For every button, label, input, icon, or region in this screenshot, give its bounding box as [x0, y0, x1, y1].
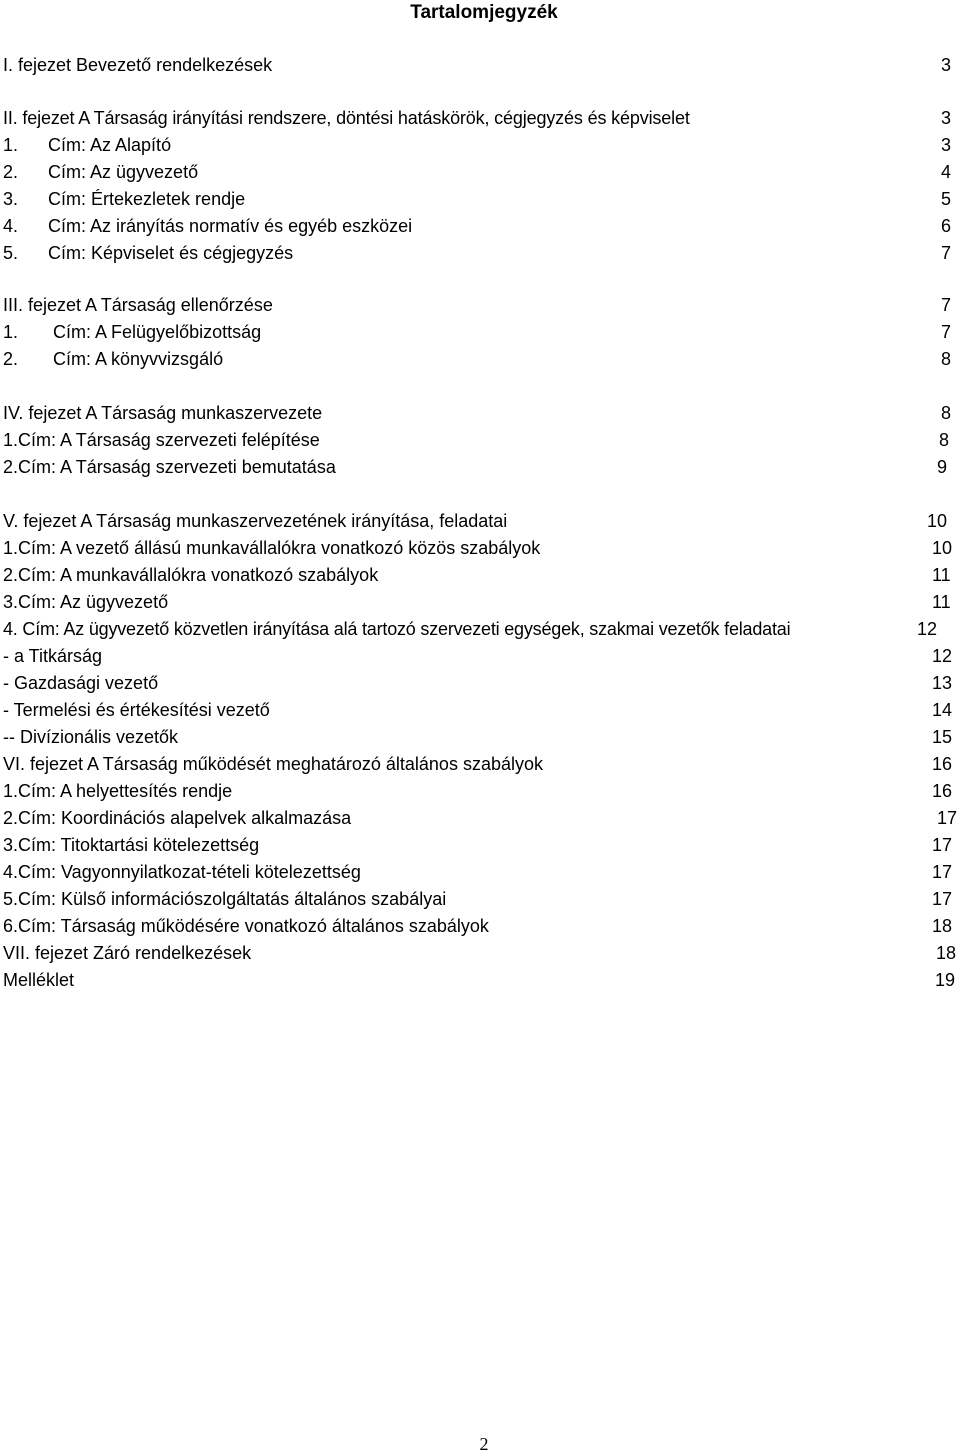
toc-entry-page: 15: [932, 727, 953, 747]
toc-entry-page: 11: [932, 565, 951, 585]
toc-entry-page: 12: [917, 619, 938, 639]
toc-entry-label: 1. Cím: A Felügyelőbizottság: [3, 322, 262, 342]
toc-entry-page: 17: [937, 808, 958, 828]
toc-entry-page: 8: [939, 430, 950, 450]
toc-entry-section[interactable]: [3, 535, 953, 561]
toc-entry-page: 3: [941, 55, 952, 75]
toc-entry-section[interactable]: [3, 427, 953, 453]
toc-entry-label: I. fejezet Bevezető rendelkezések: [3, 55, 273, 75]
page-number: 2: [479, 1434, 489, 1454]
toc-entry-subsection[interactable]: [3, 697, 953, 723]
toc-entry-page: 13: [932, 673, 953, 693]
toc-entry-label: 3.Cím: Az ügyvezető: [3, 592, 169, 612]
toc-entry-label: 3.Cím: Titoktartási kötelezettség: [3, 835, 260, 855]
toc-entry-page: 17: [932, 835, 953, 855]
toc-entry-chapter-2[interactable]: [3, 105, 953, 131]
toc-entry-page: 7: [941, 295, 952, 315]
toc-entry-label: IV. fejezet A Társaság munkaszervezete: [3, 403, 323, 423]
toc-entry-label: 4.Cím: Vagyonnyilatkozat-tételi kötelezettség: [3, 862, 361, 882]
toc-entry-label: 5.Cím: Külső információszolgáltatás általános szabályai: [3, 889, 447, 909]
toc-entry-label: 4. Cím: Az irányítás normatív és egyéb eszközei: [3, 216, 413, 236]
toc-entry-chapter-3[interactable]: [3, 292, 953, 318]
toc-entry-page: 17: [932, 889, 953, 909]
toc-entry-page: 16: [932, 781, 953, 801]
toc-entry-label: 1. Cím: Az Alapító: [3, 135, 172, 155]
toc-entry-label: 2.Cím: Koordinációs alapelvek alkalmazása: [3, 808, 352, 828]
toc-entry-page: 18: [932, 916, 953, 936]
toc-entry-section[interactable]: [3, 319, 953, 345]
toc-entry-page: 5: [941, 189, 952, 209]
toc-entry-section[interactable]: [3, 454, 953, 480]
toc-entry-section[interactable]: [3, 832, 953, 858]
toc-entry-chapter-1[interactable]: [3, 52, 953, 78]
toc-entry-page: 3: [941, 135, 952, 155]
toc-entry-chapter-5[interactable]: [3, 508, 953, 534]
toc-entry-page: 18: [936, 943, 957, 963]
toc-entry-label: VII. fejezet Záró rendelkezések: [3, 943, 252, 963]
toc-entry-page: 19: [935, 970, 956, 990]
toc-entry-page: 16: [932, 754, 953, 774]
toc-entry-label: - a Titkárság: [3, 646, 103, 666]
toc-entry-section[interactable]: [3, 859, 953, 885]
toc-entry-label: -- Divízionális vezetők: [3, 727, 179, 747]
toc-entry-section[interactable]: [3, 778, 953, 804]
toc-entry-label: - Gazdasági vezető: [3, 673, 159, 693]
toc-entry-section[interactable]: [3, 616, 953, 642]
toc-entry-subsection[interactable]: [3, 724, 953, 750]
toc-entry-label: 1.Cím: A Társaság szervezeti felépítése: [3, 430, 320, 450]
toc-entry-label: 2.Cím: A Társaság szervezeti bemutatása: [3, 457, 336, 477]
toc-entry-page: 11: [932, 592, 951, 612]
toc-entry-section[interactable]: [3, 213, 953, 239]
toc-entry-section[interactable]: [3, 913, 953, 939]
page-title: Tartalomjegyzék: [410, 2, 558, 23]
toc-entry-chapter-6[interactable]: [3, 751, 953, 777]
toc-entry-page: 6: [941, 216, 952, 236]
toc-entry-section[interactable]: [3, 805, 958, 831]
toc-entry-label: 2.Cím: A munkavállalókra vonatkozó szabályok: [3, 565, 379, 585]
toc-entry-chapter-4[interactable]: [3, 400, 953, 426]
toc-entry-page: 14: [932, 700, 953, 720]
toc-entry-page: 3: [941, 108, 952, 128]
toc-entry-page: 9: [937, 457, 948, 477]
toc-entry-page: 17: [932, 862, 953, 882]
toc-entry-page: 8: [941, 403, 952, 423]
toc-entry-label: II. fejezet A Társaság irányítási rendszere, döntési hatáskörök, cégjegyzés és képviselet: [3, 108, 690, 128]
toc-entry-page: 8: [941, 349, 952, 369]
toc-entry-label: 1.Cím: A vezető állású munkavállalókra vonatkozó közös szabályok: [3, 538, 541, 558]
toc-entry-label: 5. Cím: Képviselet és cégjegyzés: [3, 243, 294, 263]
toc-entry-section[interactable]: [3, 132, 953, 158]
toc-entry-section[interactable]: [3, 240, 953, 266]
toc-entry-label: 2. Cím: A könyvvizsgáló: [3, 349, 224, 369]
toc-entry-subsection[interactable]: [3, 670, 953, 696]
toc-entry-subsection[interactable]: [3, 643, 953, 669]
toc-entry-label: 1.Cím: A helyettesítés rendje: [3, 781, 233, 801]
toc-entry-chapter-7[interactable]: [3, 940, 957, 966]
toc-entry-label: 4. Cím: Az ügyvezető közvetlen irányítása alá tartozó szervezeti egységek, szakmai vezetők feladatai: [3, 619, 791, 639]
toc-entry-label: 2. Cím: Az ügyvezető: [3, 162, 199, 182]
toc-entry-section[interactable]: [3, 159, 953, 185]
toc-entry-section[interactable]: [3, 186, 953, 212]
toc-entry-page: 7: [941, 243, 952, 263]
toc-entry-page: 10: [932, 538, 953, 558]
toc-entry-page: 7: [941, 322, 952, 342]
toc-entry-label: 6.Cím: Társaság működésére vonatkozó általános szabályok: [3, 916, 489, 936]
toc-entry-label: 3. Cím: Értekezletek rendje: [3, 189, 246, 209]
toc-entry-page: 10: [927, 511, 948, 531]
toc-entry-section[interactable]: [3, 886, 953, 912]
toc-entry-page: 4: [941, 162, 952, 182]
toc-entry-section[interactable]: [3, 562, 953, 588]
toc-entry-page: 12: [932, 646, 953, 666]
toc-entry-label: VI. fejezet A Társaság működését meghatározó általános szabályok: [3, 754, 543, 774]
toc-entry-annex[interactable]: [3, 967, 956, 993]
toc-entry-section[interactable]: [3, 589, 953, 615]
toc-entry-label: - Termelési és értékesítési vezető: [3, 700, 270, 720]
toc-entry-section[interactable]: [3, 346, 953, 372]
toc-entry-label: III. fejezet A Társaság ellenőrzése: [3, 295, 273, 315]
toc-entry-label: V. fejezet A Társaság munkaszervezetének irányítása, feladatai: [3, 511, 508, 531]
toc-entry-label: Melléklet: [3, 970, 75, 990]
